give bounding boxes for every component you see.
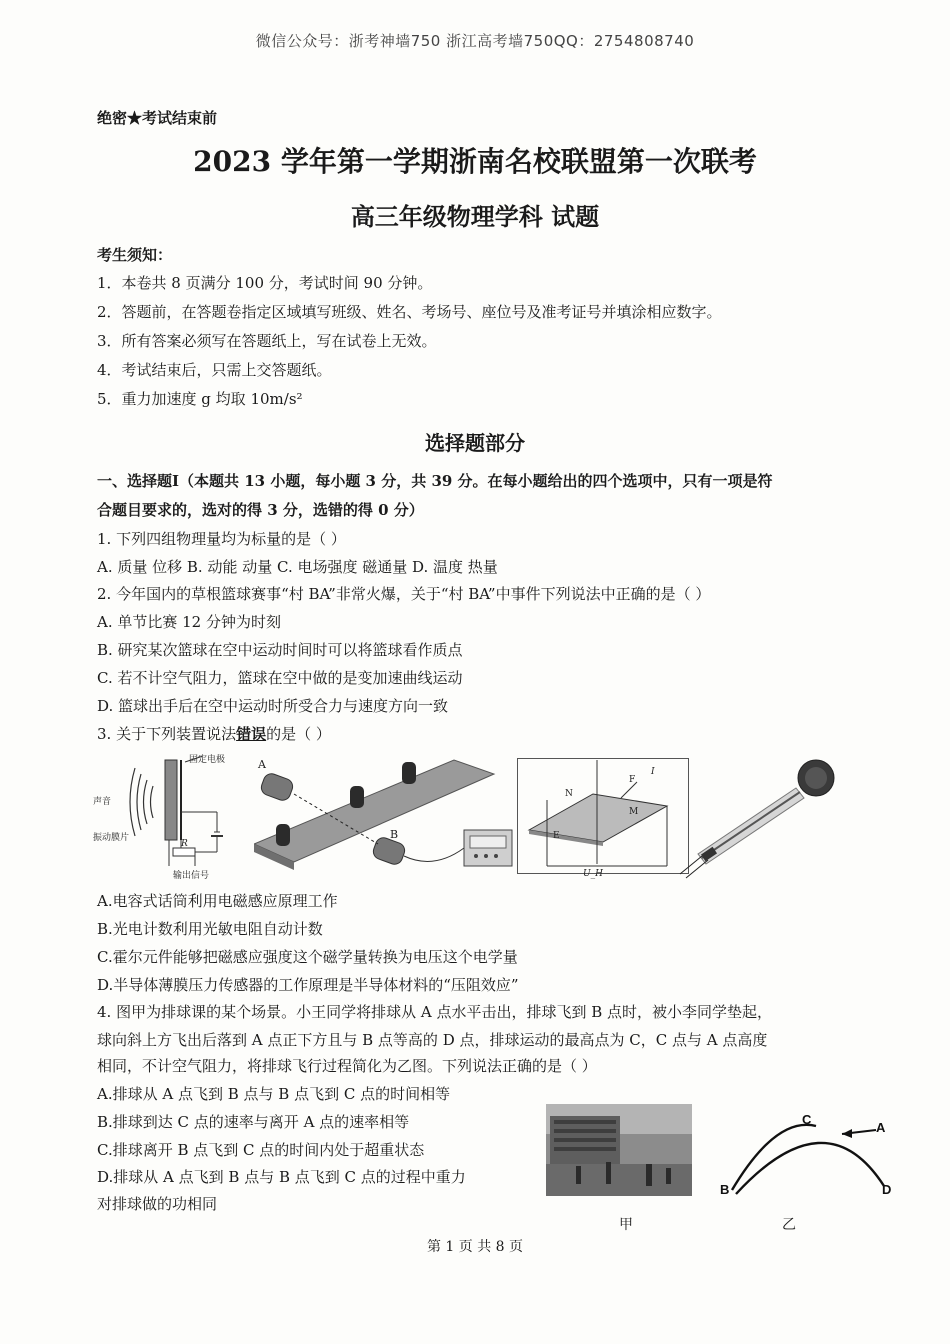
q4-stem: 4. 图甲为排球课的某个场景。小王同学将排球从 A 点水平击出，排球飞到 B 点时，被小李同学垫起， — [97, 1003, 773, 1021]
figure-caption-yi: 乙 — [782, 1217, 796, 1233]
confidential-label: 绝密★考试结束前 — [97, 109, 218, 127]
q2-option-b: B. 研究某次篮球在空中运动时间时可以将篮球看作质点 — [97, 641, 463, 659]
part-instruction: 一、选择题Ⅰ（本题共 13 小题，每小题 3 分，共 39 分。在每小题给出的四个选项中，只有一项是符 — [97, 472, 773, 490]
mic-diaphragm-label: 振动膜片 — [93, 833, 130, 843]
notice-item: 4．考试结束后，只需上交答题纸。 — [97, 361, 332, 379]
q4-stem: 相同，不计空气阻力，将排球飞行过程简化为乙图。下列说法正确的是（ ） — [97, 1057, 597, 1075]
counter-label-b: B — [390, 828, 399, 841]
figure-caption-jia: 甲 — [619, 1217, 633, 1233]
microphone-figure — [93, 752, 243, 880]
q1-options: A. 质量 位移 B. 动能 动量 C. 电场强度 磁通量 D. 温度 热量 — [97, 558, 498, 576]
notice-item: 3．所有答案必须写在答题纸上，写在试卷上无效。 — [97, 332, 437, 350]
notice-heading: 考生须知： — [97, 246, 173, 264]
notice-item: 5．重力加速度 g 均取 10m/s² — [97, 390, 303, 408]
page-header: 微信公众号：浙考神墙750 浙江高考墙750QQ：2754808740 — [255, 32, 695, 50]
traj-label-a: A — [876, 1120, 886, 1135]
pressure-sensor-figure — [672, 752, 842, 880]
q3-stem-post: 的是（ ） — [266, 725, 331, 743]
page-footer: 第 1 页 共 8 页 — [426, 1239, 524, 1255]
hall-label-m: M — [629, 807, 639, 817]
traj-label-d: D — [882, 1182, 892, 1197]
q4-option-a: A.排球从 A 点飞到 B 点与 B 点飞到 C 点的时间相等 — [97, 1085, 451, 1103]
q4-option-d-cont: 对排球做的功相同 — [97, 1195, 218, 1213]
q3-option-c: C.霍尔元件能够把磁感应强度这个磁学量转换为电压这个电学量 — [97, 948, 518, 966]
volleyball-photo — [546, 1104, 692, 1196]
q3-stem — [97, 723, 331, 744]
hall-label-e: E — [553, 831, 560, 841]
q3-option-b: B.光电计数利用光敏电阻自动计数 — [97, 920, 323, 938]
exam-title: 2023 学年第一学期浙南名校联盟第一次联考 — [193, 145, 757, 178]
q2-stem: 2. 今年国内的草根篮球赛事“村 BA”非常火爆，关于“村 BA”中事件下列说法中正确的是（ ） — [97, 585, 711, 603]
q3-option-a: A.电容式话筒利用电磁感应原理工作 — [97, 892, 338, 910]
q4-option-c: C.排球离开 B 点飞到 C 点的时间内处于超重状态 — [97, 1141, 425, 1159]
hall-element-figure — [517, 752, 689, 880]
notice-item: 1．本卷共 8 页满分 100 分，考试时间 90 分钟。 — [97, 274, 433, 292]
hall-label-f: F — [629, 775, 636, 785]
mic-electrode-label: 固定电极 — [189, 755, 226, 765]
q2-option-d: D. 篮球出手后在空中运动时所受合力与速度方向一致 — [97, 697, 449, 715]
q3-stem-pre: 3. 关于下列装置说法 — [97, 725, 237, 743]
hall-label-i: I — [651, 767, 655, 777]
q4-stem: 球向斜上方飞出后落到 A 点正下方且与 B 点等高的 D 点，排球运动的最高点为 C，C 点与 A 点高度 — [97, 1031, 768, 1049]
q3-stem-emphasis: 错误 — [236, 725, 267, 743]
q2-option-c: C. 若不计空气阻力，篮球在空中做的是变加速曲线运动 — [97, 669, 463, 687]
hall-label-voltage: U_H — [583, 869, 603, 879]
q2-option-a: A. 单节比赛 12 分钟为时刻 — [97, 613, 281, 631]
mic-resistor-label: R — [181, 839, 188, 849]
trajectory-diagram — [716, 1112, 902, 1208]
counter-label-a: A — [258, 758, 266, 771]
section-title: 选择题部分 — [425, 431, 525, 455]
q1-stem: 1. 下列四组物理量均为标量的是（ ） — [97, 530, 346, 548]
traj-label-b: B — [720, 1182, 730, 1197]
q4-option-b: B.排球到达 C 点的速率与离开 A 点的速率相等 — [97, 1113, 410, 1131]
hall-label-n: N — [565, 789, 573, 799]
mic-sound-label: 声音 — [93, 797, 112, 807]
part-instruction: 合题目要求的，选对的得 3 分，选错的得 0 分） — [97, 501, 424, 519]
q3-option-d: D.半导体薄膜压力传感器的工作原理是半导体材料的“压阻效应” — [97, 976, 519, 994]
traj-label-c: C — [802, 1112, 812, 1127]
notice-item: 2．答题前，在答题卷指定区域填写班级、姓名、考场号、座位号及准考证号并填涂相应数字。 — [97, 303, 722, 321]
q4-option-d: D.排球从 A 点飞到 B 点与 B 点飞到 C 点的过程中重力 — [97, 1168, 466, 1186]
photo-counter-figure — [254, 752, 514, 880]
exam-subtitle: 高三年级物理学科 试题 — [350, 202, 600, 231]
mic-output-label: 输出信号 — [173, 871, 210, 880]
